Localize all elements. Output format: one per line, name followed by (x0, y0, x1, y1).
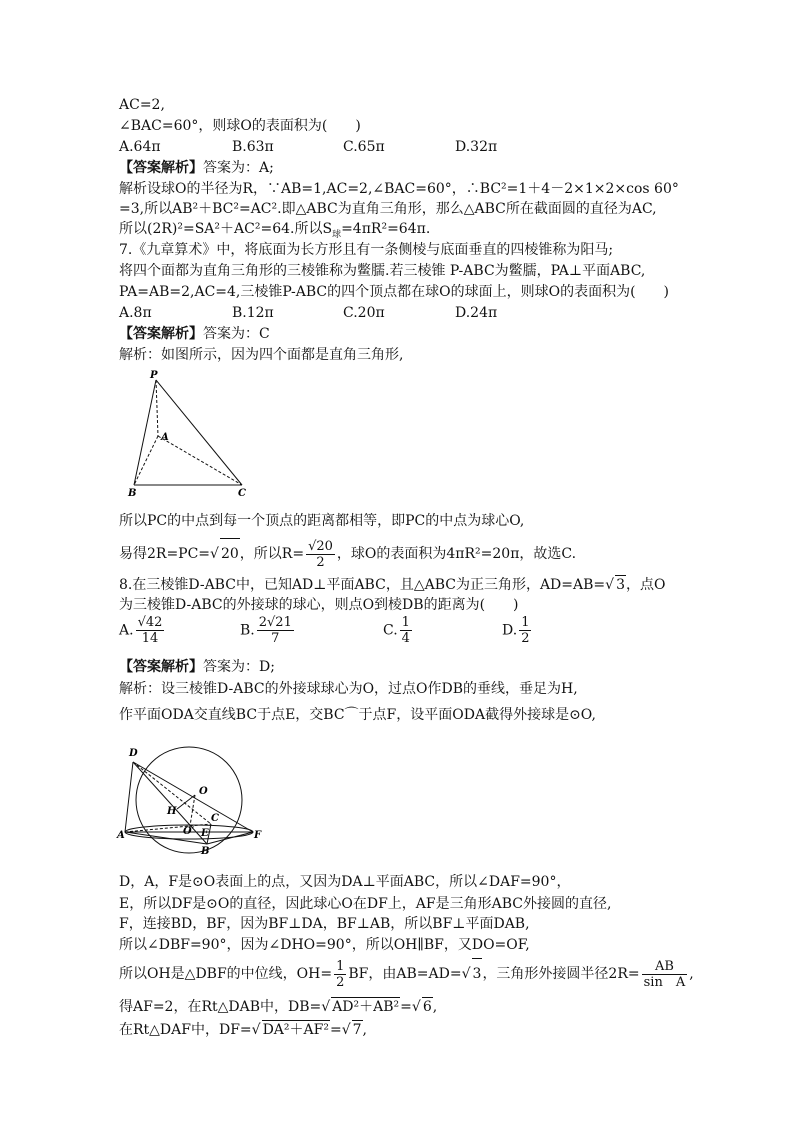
q8-option-c (383, 615, 414, 646)
q6-option-a: A.64π (119, 139, 161, 155)
edge-PC (156, 380, 242, 485)
frac-numerator: 1 (521, 615, 530, 630)
option-label: B. (240, 622, 255, 639)
frac-denominator: 14 (141, 631, 159, 646)
option-label: C. (383, 622, 398, 639)
q8-line1-text-b: ，点O (626, 577, 666, 593)
q8-solution-4: E，所以DF是⊙O的直径，因此球心O在DF上，AF是三角形ABC外接圆的直径, (119, 896, 612, 912)
sqrt-symbol: √ (461, 966, 471, 982)
option-fraction (519, 615, 531, 646)
frac-numerator: AB (642, 959, 688, 975)
q7-solution-3 (119, 538, 576, 570)
answer-tag: 【答案解析】 (119, 326, 203, 342)
q6-sol3-text-b: =4πR²=64π. (341, 221, 431, 237)
q8-sol8-eq: = (400, 999, 412, 1015)
frac-denominator: 2 (316, 554, 325, 570)
q8-solution-8 (119, 997, 437, 1016)
edge-DA (125, 762, 133, 832)
frac-numerator: 2√21 (258, 615, 292, 630)
q8-option-a (119, 615, 166, 646)
q8-sol7-text-b: BF，由AB=AD= (348, 966, 462, 982)
sphere-figure (115, 744, 265, 856)
q8-solution-1: 解析：设三棱锥D-ABC的外接球球心为O，过点O作DB的垂线，垂足为H, (119, 681, 578, 697)
q6-option-b: B.63π (232, 139, 274, 155)
q6-option-d: D.32π (455, 139, 498, 155)
option-fraction (400, 615, 412, 646)
q6-sol3-text: 所以(2R)²=SA²＋AC²=64.所以S (119, 221, 333, 237)
q8-fraction-half (334, 959, 346, 990)
q8-solution-5: F，连接BD，BF，因为BF⊥DA，BF⊥AB，所以BF⊥平面DAB, (119, 916, 530, 932)
q6-answer-line (119, 159, 274, 177)
q8-answer: 答案为：D; (203, 659, 275, 675)
q8-sqrt-3: 3 (616, 577, 625, 593)
edge-PA (156, 380, 158, 436)
sqrt-symbol: √ (605, 577, 615, 593)
q8-sol7-text-d: , (689, 966, 694, 982)
frac-numerator: √20 (308, 538, 333, 554)
option-fraction (257, 615, 294, 646)
sqrt-symbol: √ (321, 999, 331, 1015)
q8-solution-2: 作平面ODA交直线BC于点E，交BC⌒于点F，设平面ODA截得外接球是⊙O, (119, 707, 596, 723)
q7-sol3-text-c: ，球O的表面积为4πR²=20π，故选C. (336, 546, 577, 562)
q7-answer-line (119, 325, 270, 343)
q8-sqrt-7: 7 (352, 1022, 362, 1038)
q7-fraction (306, 539, 335, 570)
frac-denominator: 2 (521, 631, 530, 646)
frac-denominator: 4 (401, 631, 410, 646)
option-label: D. (502, 622, 518, 639)
q8-sol7-text-c: ，三角形外接圆半径2R= (482, 966, 640, 982)
frac-denominator: 7 (271, 631, 280, 646)
q8-sol8-text: 得AF=2，在Rt△DAB中，DB= (119, 999, 322, 1015)
q8-sqrt-3: 3 (472, 958, 483, 989)
q8-line-2: 为三棱锥D-ABC的外接球的球心，则点O到棱DB的距离为( ) (119, 597, 519, 613)
tetrahedron-figure (125, 368, 255, 500)
q8-sol8-end: , (432, 999, 438, 1015)
q8-sqrt-df: DA²＋AF² (262, 1022, 329, 1038)
label-D: D (129, 748, 138, 759)
label-C: C (211, 813, 219, 824)
q8-answer-line (119, 658, 275, 676)
label-P: P (150, 370, 158, 381)
edge-PB (134, 380, 156, 485)
option-fraction (136, 615, 165, 646)
q7-answer: 答案为：C (203, 326, 270, 342)
q8-solution-7 (119, 958, 694, 990)
q8-option-d (502, 615, 533, 646)
q6-sol3-sub: 球 (332, 229, 342, 240)
label-O: O (199, 786, 208, 797)
label-B: B (201, 846, 210, 856)
label-A: A (161, 432, 169, 443)
frac-denominator: 2 (336, 974, 345, 990)
q7-option-c: C.20π (343, 305, 385, 321)
label-O-prime: O′ (183, 826, 195, 837)
edge-AB (134, 436, 158, 485)
q8-option-b (240, 615, 296, 646)
frac-numerator: √42 (137, 615, 163, 630)
sqrt-symbol: √ (210, 546, 219, 562)
q6-answer: 答案为：A; (203, 160, 274, 176)
q8-sol7-text: 所以OH是△DBF的中位线，OH= (119, 966, 333, 982)
q7-solution-2: 所以PC的中点到每一个顶点的距离都相等，即PC的中点为球心O, (119, 513, 525, 529)
edge-AC (158, 436, 242, 485)
sqrt-symbol: √ (411, 999, 421, 1015)
q8-line-1 (119, 575, 665, 594)
option-label: A. (119, 622, 134, 639)
q7-option-d: D.24π (455, 305, 498, 321)
frac-numerator: 1 (401, 615, 410, 630)
q7-line-3: PA=AB=2,AC=4,三棱锥P-ABC的四个顶点都在球O的球面上，则球O的表面积为( ) (119, 284, 670, 300)
q6-option-c: C.65π (343, 139, 385, 155)
q8-sol9-eq: = (329, 1022, 342, 1038)
label-A: A (117, 830, 125, 841)
q7-option-a: A.8π (119, 305, 152, 321)
answer-tag: 【答案解析】 (119, 160, 203, 176)
label-B: B (128, 488, 137, 499)
q7-line-2: 将四个面都为直角三角形的三棱锥称为鳖臑.若三棱锥 P-ABC为鳖臑，PA⊥平面ABC, (119, 263, 646, 279)
q6-solution-2: =3,所以AB²＋BC²=AC².即△ABC为直角三角形，那么△ABC所在截面圆的直径为AC, (119, 201, 657, 217)
q8-fraction-ab-sin (642, 959, 688, 990)
edge-AB (125, 832, 207, 844)
label-E: E (201, 828, 209, 839)
q8-line1-text: 8.在三棱锥D-ABC中，已知AD⊥平面ABC，且△ABC为正三角形，AD=AB= (119, 577, 606, 593)
q8-solution-3: D，A，F是⊙O表面上的点，又因为DA⊥平面ABC，所以∠DAF=90°， (119, 874, 571, 890)
q6-solution-1: 解析设球O的半径为R，∵AB=1,AC=2,∠BAC=60°，∴BC²=1＋4－2×1×2×cos 60° (119, 181, 679, 197)
frac-denominator: sin A (643, 974, 686, 990)
segment-OH (177, 795, 195, 809)
answer-tag: 【答案解析】 (119, 659, 203, 675)
label-F: F (254, 830, 262, 841)
sqrt-symbol: √ (341, 1022, 351, 1038)
label-C: C (238, 488, 246, 499)
q6-question: ∠BAC=60°，则球O的表面积为( ) (119, 118, 361, 134)
q8-sqrt-6: 6 (422, 999, 432, 1015)
sqrt-symbol: √ (251, 1022, 261, 1038)
q8-sol9-end: , (362, 1022, 367, 1038)
q7-line-1: 7.《九章算术》中，将底面为长方形且有一条侧棱与底面垂直的四棱锥称为阳马; (119, 242, 614, 258)
q7-option-b: B.12π (232, 305, 274, 321)
q8-sqrt-db: AD²＋AB² (332, 999, 400, 1015)
q7-sol3-text: 易得2R=PC= (119, 546, 211, 562)
q8-solution-6: 所以∠DBF=90°，因为∠DHO=90°，所以OH∥BF，又DO=OF, (119, 937, 530, 953)
label-H: H (167, 806, 177, 817)
q8-solution-9 (119, 1020, 367, 1039)
q8-sol9-text: 在Rt△DAF中，DF= (119, 1022, 252, 1038)
frac-numerator: 1 (336, 958, 345, 974)
q6-condition: AC=2, (119, 97, 165, 113)
q7-sol3-text-b: ，所以R= (239, 546, 305, 562)
q7-sqrt-20: 20 (220, 538, 240, 569)
q7-solution-1: 解析：如图所示，因为四个面都是直角三角形, (119, 347, 404, 363)
